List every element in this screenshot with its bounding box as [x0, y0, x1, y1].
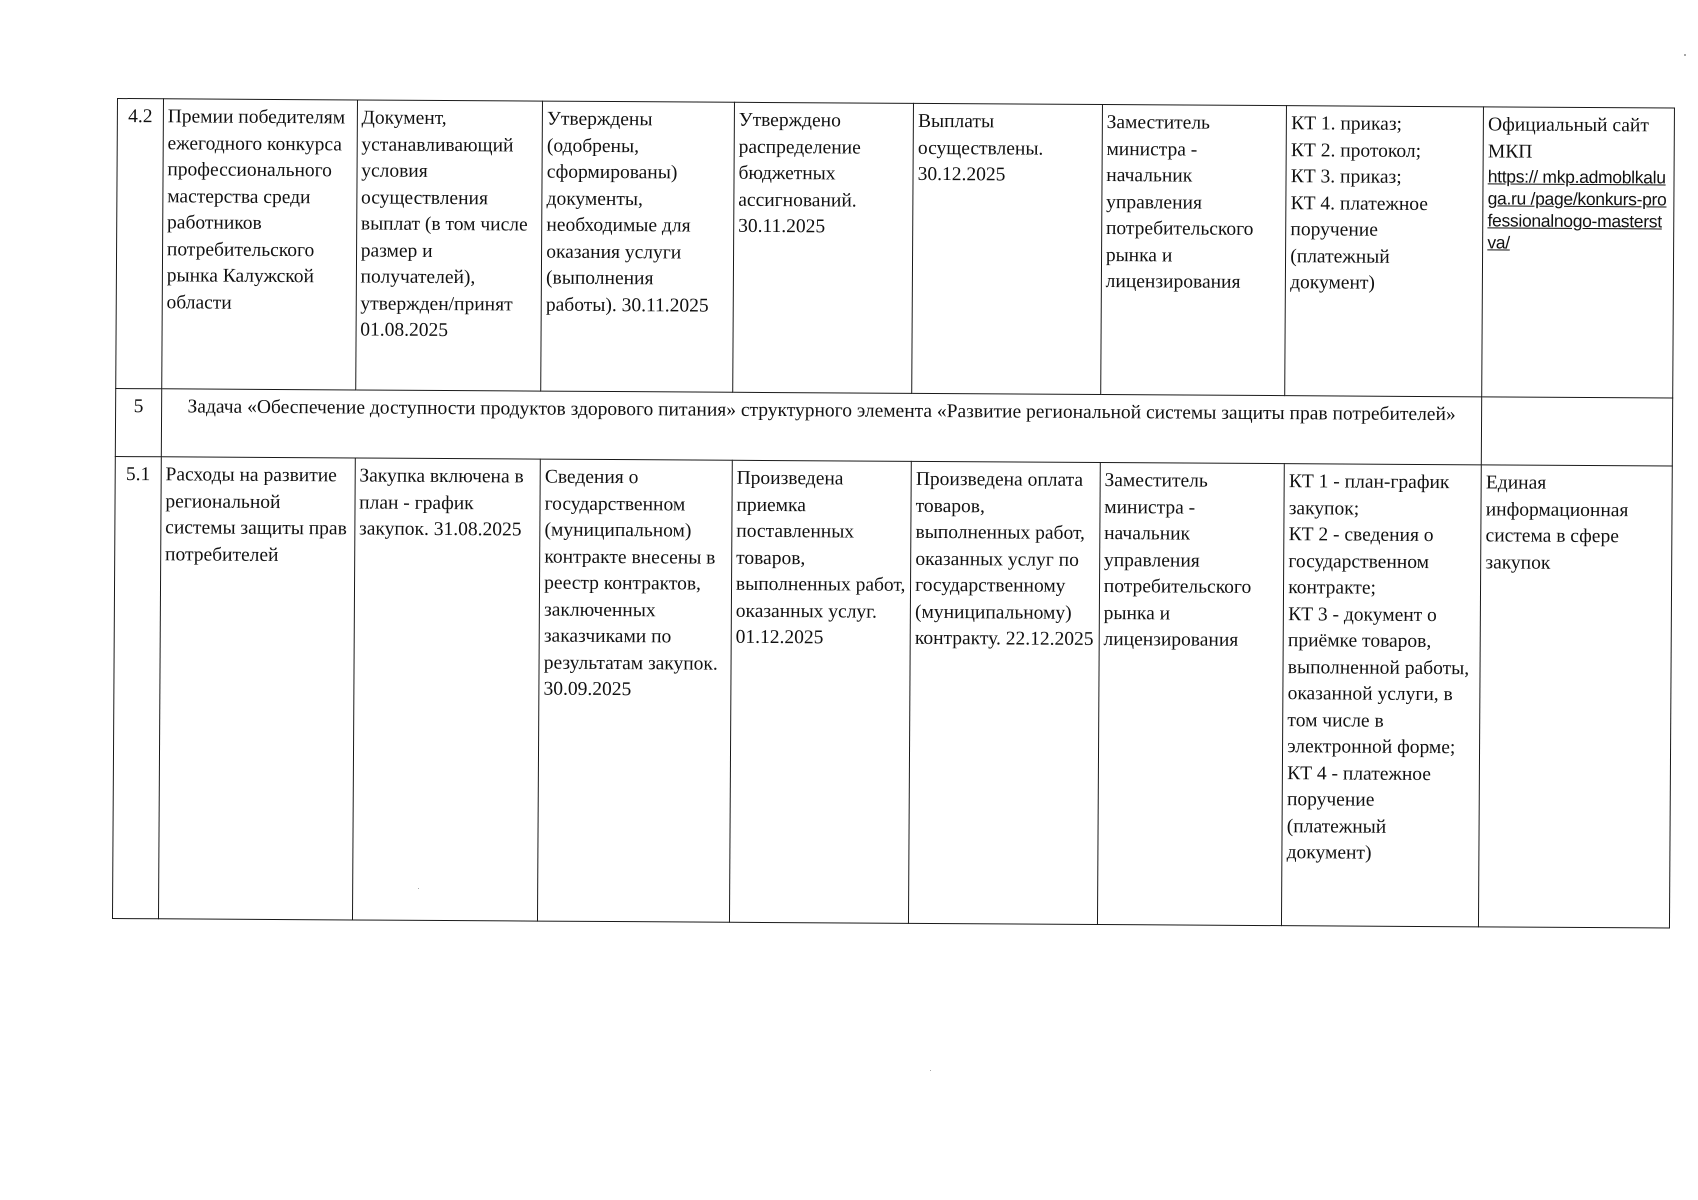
information-source: Единая информационная система в сфере закупок: [1479, 465, 1673, 928]
scan-speck: [418, 888, 419, 889]
responsible-person: Заместитель министра - начальник управления потребительского рынка и лицензирования: [1101, 105, 1287, 396]
source-link[interactable]: https:// mkp.admoblkaluga.ru /page/konkurs-professionalnogo-masterstva/: [1487, 166, 1667, 253]
control-point-2: Утверждены (одобрены, сформированы) документы, необходимые для оказания услуги (выполнения работы). 30.11.2025: [541, 101, 735, 392]
task-heading: Задача «Обеспечение доступности продуктов здорового питания» структурного элемента «Развитие региональной системы защиты прав потребителей»: [161, 389, 1482, 465]
task-row: [115, 388, 1672, 466]
source-label: Официальный сайт МКП: [1487, 114, 1649, 163]
confirming-documents: КТ 1. приказ; КТ 2. протокол; КТ 3. приказ; КТ 4. платежное поручение (платежный документ): [1285, 106, 1484, 397]
control-point-2: Сведения о государственном (муниципальном) контракте внесены в реестр контрактов, заключенных заказчиками по результатам закупок. 30.09.2025: [538, 459, 733, 922]
empty-cell: [1482, 397, 1673, 466]
table-row: [112, 456, 1672, 928]
scan-speck: [930, 1070, 931, 1071]
responsible-person: Заместитель министра - начальник управления потребительского рынка и лицензирования: [1097, 463, 1284, 926]
row-number: 4.2: [116, 99, 164, 389]
control-point-1: Документ, устанавливающий условия осуществления выплат (в том числе размер и получателей), утвержден/принят 01.08.2025: [355, 100, 542, 391]
control-point-3: Утверждено распределение бюджетных ассигнований. 30.11.2025: [733, 102, 914, 393]
confirming-documents: КТ 1 - план-график закупок; КТ 2 - сведения о государственном контракте; КТ 3 - документ о приёмке товаров, выполненной работы, оказанной услуги, в том числе в электронной форме; КТ 4 - платежное поручение (платежный документ): [1282, 464, 1482, 927]
row-number: 5.1: [112, 456, 161, 918]
row-number: 5: [115, 388, 161, 456]
control-points-table: [112, 98, 1675, 929]
control-point-4: Выплаты осуществлены. 30.12.2025: [912, 103, 1102, 394]
control-point-4: Произведена оплата товаров, выполненных работ, оказанных услуг по государственному (муниципальному) контракту. 22.12.2025: [909, 461, 1100, 924]
event-name: Премии победителям ежегодного конкурса профессионального мастерства среди работников потребительского рынка Калужской области: [162, 99, 358, 390]
event-name: Расходы на развитие региональной системы защиты прав потребителей: [158, 457, 355, 920]
table-row: [116, 99, 1675, 399]
control-point-3: Произведена приемка поставленных товаров, выполненных работ, оказанных услуг. 01.12.2025: [729, 460, 911, 923]
control-point-1: Закупка включена в план - график закупок. 31.08.2025: [352, 458, 540, 921]
scan-speck: [1684, 54, 1686, 56]
information-source: [1482, 107, 1675, 398]
